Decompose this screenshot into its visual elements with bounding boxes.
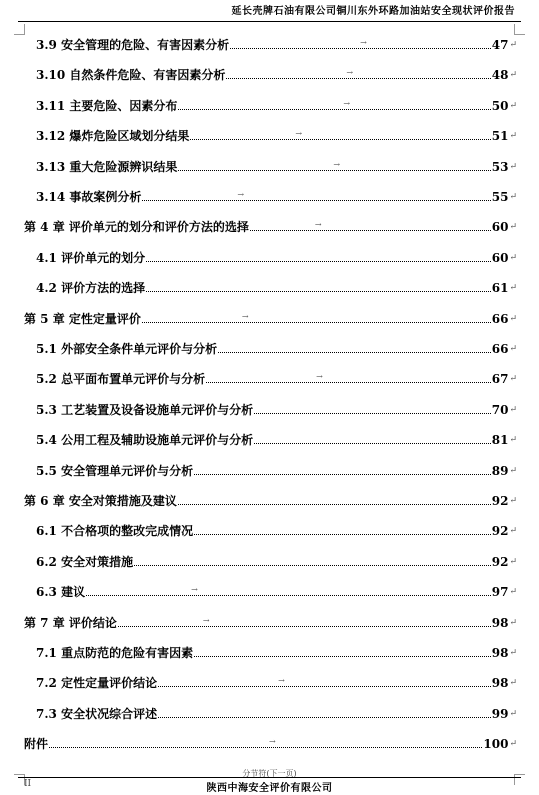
dot-leader [254,443,491,444]
section-break-marker: 分节符(下一页) [242,769,297,778]
toc-entry-number: 第 6 章 [24,494,69,508]
toc-entry[interactable] [24,735,517,751]
toc-entry-title: 建议 [61,585,86,600]
toc-entry-number: 3.12 [36,129,70,144]
toc-entry-page: 51 [491,129,509,144]
toc-entry[interactable] [36,522,517,538]
toc-entry-number: 4.2 [36,281,62,296]
toc-entry-page: 66 [491,311,509,326]
paragraph-mark-icon: ↵ [509,100,517,111]
toc-entry-title: 评价结论 [68,615,117,630]
dot-leader [118,615,491,627]
paragraph-mark-icon: ↵ [509,222,517,233]
toc-entry-number: 6.2 [36,554,62,569]
page-header: 延长壳牌石油有限公司铜川东外环路加油站安全现状评价报告 [18,4,521,22]
toc-entry[interactable] [36,158,517,174]
toc-entry-page: 47 [491,38,509,52]
toc-entry-page: 60 [491,220,509,235]
tab-arrow-icon: → [191,585,198,595]
toc-entry-page: 81 [491,433,509,448]
paragraph-mark-icon: ↵ [509,739,517,750]
toc-entry[interactable] [36,66,517,82]
toc-entry[interactable] [36,249,517,265]
toc-entry[interactable] [36,583,517,599]
paragraph-mark-icon: ↵ [509,404,517,415]
paragraph-mark-icon: ↵ [509,556,517,567]
paragraph-mark-icon: ↵ [509,313,517,324]
margin-corner-mark [14,24,25,35]
page-number-label: II [24,779,32,789]
tab-arrow-icon: → [343,98,351,108]
dot-leader [178,504,491,505]
tab-arrow-icon: → [316,372,323,382]
toc-entry-page: 92 [491,554,509,569]
toc-entry-page: 98 [491,646,509,660]
dot-leader [190,129,490,140]
dot-leader [86,585,491,596]
toc-entry[interactable] [36,36,517,52]
toc-entry-title: 评价方法的选择 [61,281,146,296]
toc-entry-title: 总平面布置单元评价与分析 [61,372,206,387]
toc-entry[interactable] [36,553,517,569]
paragraph-mark-icon: ↵ [509,344,517,354]
toc-entry-page: 70 [491,402,509,417]
paragraph-mark-icon: ↵ [509,587,517,598]
toc-entry-page: 60 [491,250,509,265]
toc-entry-title: 评价单元的划分和评价方法的选择 [68,220,249,235]
toc-entry[interactable] [36,340,517,356]
toc-entry-number: 6.1 [36,524,62,539]
toc-entry-number: 第 5 章 [24,311,69,326]
paragraph-mark-icon: ↵ [509,526,517,537]
toc-entry[interactable] [36,279,517,295]
toc-entry[interactable] [24,614,517,630]
paragraph-mark-icon: ↵ [509,161,517,172]
toc-entry-number: 5.5 [36,463,62,478]
tab-arrow-icon: → [360,38,367,47]
footer-divider [18,777,521,778]
toc-entry-title: 定性定量评价 [68,311,141,326]
tab-arrow-icon: → [269,737,276,747]
dot-leader [250,220,491,231]
toc-entry-title: 不合格项的整改完成情况 [61,524,194,539]
toc-entry[interactable] [24,218,517,234]
toc-entry-page: 48 [491,68,509,83]
dot-leader [146,261,491,262]
paragraph-mark-icon: ↵ [509,192,517,202]
toc-entry-number: 6.3 [36,585,62,600]
tab-arrow-icon: → [346,68,354,78]
toc-entry-page: 50 [491,98,509,113]
toc-entry-title: 安全对策措施 [61,554,134,569]
toc-entry-number: 3.9 [36,38,62,52]
toc-entry[interactable] [36,644,517,660]
toc-entry-number: 3.13 [36,159,70,174]
dot-leader [134,565,491,566]
paragraph-mark-icon: ↵ [509,617,517,628]
dot-leader [194,534,491,535]
tab-arrow-icon: → [202,615,210,625]
toc-entry-page: 61 [491,281,509,296]
toc-entry-page: 92 [491,494,509,508]
dot-leader [158,717,491,718]
toc-entry-title: 安全管理单元评价与分析 [61,463,194,478]
dot-leader [158,676,491,687]
paragraph-mark-icon: ↵ [509,465,517,476]
toc-entry-page: 53 [491,159,509,174]
toc-entry-number: 4.1 [36,250,62,265]
margin-corner-mark [514,24,525,35]
toc-entry[interactable] [36,705,517,721]
dot-leader [254,413,491,414]
toc-entry-number: 5.2 [36,372,62,387]
paragraph-mark-icon: ↵ [509,678,517,689]
dot-leader [142,311,491,323]
toc-entry-page: 67 [491,372,509,387]
paragraph-mark-icon: ↵ [509,70,517,81]
paragraph-mark-icon: ↵ [509,374,517,385]
paragraph-mark-icon: ↵ [509,648,517,658]
toc-entry-number: 3.14 [36,190,70,204]
dot-leader [226,68,490,79]
toc-entry-title: 安全状况综合评述 [61,706,158,721]
toc-entry-title: 评价单元的划分 [61,250,146,265]
toc-entry-number: 7.2 [36,676,62,691]
toc-entry[interactable] [36,97,517,113]
dot-leader [142,190,490,201]
toc-entry-number: 7.1 [36,646,62,660]
footer-company: 陕西中海安全评价有限公司 [206,783,333,794]
toc-entry-title: 主要危险、因素分布 [69,98,178,113]
toc-entry-title: 定性定量评价结论 [61,676,158,691]
toc-entry-number: 第 4 章 [24,220,69,235]
dot-leader [194,474,491,475]
toc-entry-number: 7.3 [36,706,62,721]
toc-entry-number: 5.1 [36,342,62,356]
toc-entry-title: 公用工程及辅助设施单元评价与分析 [61,433,254,448]
dot-leader [49,737,482,748]
toc-entry[interactable] [36,370,517,386]
toc-entry-title: 安全对策措施及建议 [68,494,177,508]
tab-arrow-icon: → [278,676,285,686]
toc-entry-title: 重点防范的危险有害因素 [61,646,194,660]
paragraph-mark-icon: ↵ [509,131,517,142]
toc-entry[interactable] [36,127,517,143]
toc-entry-number: 3.10 [36,68,70,83]
paragraph-mark-icon: ↵ [509,435,517,446]
tab-arrow-icon: → [295,129,303,139]
toc-entry-page: 99 [491,706,509,721]
toc-entry-title: 工艺装置及设备设施单元评价与分析 [61,402,254,417]
dot-leader [218,352,491,353]
dot-leader [230,38,491,49]
toc-entry[interactable] [36,462,517,478]
paragraph-mark-icon: ↵ [509,40,517,50]
toc-entry-number: 3.11 [36,98,70,113]
toc-entry-page: 66 [491,342,509,356]
toc-entry[interactable] [36,401,517,417]
dot-leader [146,291,491,292]
toc-entry-page: 97 [491,585,509,600]
toc-entry-title: 附件 [24,737,49,752]
toc-entry-number: 第 7 章 [24,615,69,630]
dot-leader [206,372,491,383]
paragraph-mark-icon: ↵ [509,496,517,506]
toc-entry-title: 自然条件危险、有害因素分析 [69,68,226,83]
toc-entry-title: 安全管理的危险、有害因素分析 [61,38,230,52]
toc-entry-title: 重大危险源辨识结果 [69,159,178,174]
toc-entry-page: 98 [491,676,509,691]
paragraph-mark-icon: ↵ [509,708,517,719]
tab-arrow-icon: → [333,159,341,169]
toc-entry-page: 89 [491,463,509,478]
toc-entry[interactable] [24,492,517,508]
dot-leader [178,98,490,110]
dot-leader [194,656,491,657]
tab-arrow-icon: → [314,220,322,230]
toc-entry-number: 5.4 [36,433,62,448]
tab-arrow-icon: → [237,190,245,199]
toc-entry-page: 92 [491,524,509,539]
toc-entry-title: 外部安全条件单元评价与分析 [61,342,218,356]
toc-entry[interactable] [36,674,517,690]
toc-entry-page: 55 [491,190,509,204]
toc-entry-title: 事故案例分析 [69,190,142,204]
tab-arrow-icon: → [241,311,249,321]
toc-entry[interactable] [36,188,517,204]
paragraph-mark-icon: ↵ [509,283,517,294]
paragraph-mark-icon: ↵ [509,252,517,263]
toc-entry[interactable] [24,310,517,326]
toc-entry[interactable] [36,431,517,447]
dot-leader [178,159,490,171]
toc-entry-page: 100 [483,737,509,752]
toc-entry-page: 98 [491,615,509,630]
toc-entry-title: 爆炸危险区域划分结果 [69,129,190,144]
toc-entry-number: 5.3 [36,402,62,417]
